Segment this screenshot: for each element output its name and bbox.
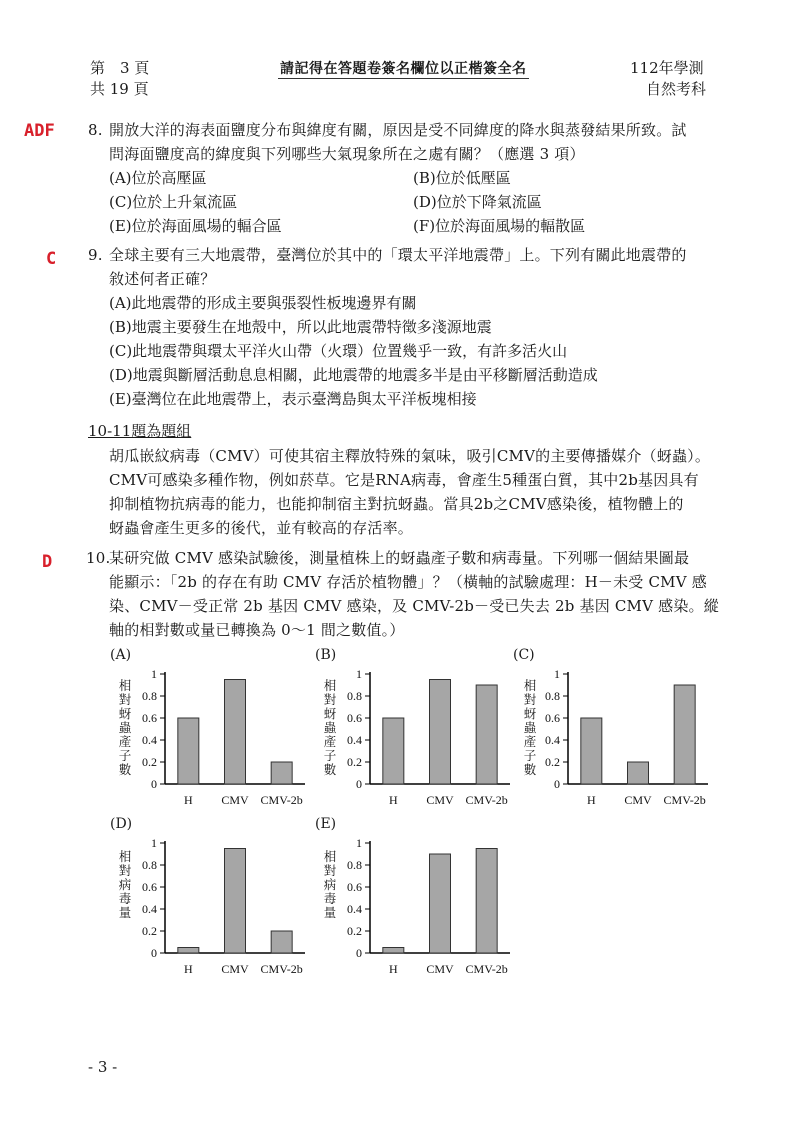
x-tick-label: CMV: [221, 793, 249, 807]
exam-title: 112年學測: [630, 59, 704, 77]
y-tick-label: 1: [356, 836, 362, 850]
y-tick-label: 1: [151, 667, 157, 681]
group-line3: 抑制植物抗病毒的能力，也能抑制宿主對抗蚜蟲。當具2b之CMV感染後，植物體上的: [109, 495, 684, 513]
chart-panel-d: [110, 816, 310, 986]
x-tick-label: CMV: [221, 962, 249, 976]
group-title: 10-11題為題組: [88, 422, 192, 440]
q9-option-d: (D)地震與斷層活動息息相關，此地震帶的地震多半是由平移斷層活動造成: [109, 366, 598, 384]
bar-chart-svg: [513, 647, 713, 817]
y-tick-label: 0: [356, 946, 362, 960]
chart-panel-label: (B): [315, 647, 337, 663]
q9-option-b: (B)地震主要發生在地殼中，所以此地震帶特徵多淺源地震: [109, 318, 492, 336]
q8-option-a: (A)位於高壓區: [109, 169, 207, 187]
x-tick-label: CMV: [426, 962, 454, 976]
bar-cmv-2b: [271, 931, 292, 953]
bar-chart-svg: [110, 816, 310, 986]
bar-cmv: [225, 680, 246, 785]
q8-stem-line2: 問海面鹽度高的緯度與下列哪些大氣現象所在之處有關？（應選 3 項）: [109, 145, 585, 163]
bar-h: [581, 718, 602, 784]
y-tick-label: 0: [151, 777, 157, 791]
q10-stem-line2: 能顯示：「2b 的存在有助 CMV 存活於植物體」？（橫軸的試驗處理：H－未受 CMV 感: [109, 573, 707, 591]
q9-number: 9.: [88, 246, 103, 264]
signature-notice: 請記得在答題卷簽名欄位以正楷簽全名: [278, 58, 529, 79]
chart-panel-label: (A): [110, 647, 132, 663]
q10-stem-line1: 某研究做 CMV 感染試驗後，測量植株上的蚜蟲產子數和病毒量。下列哪一個結果圖最: [109, 549, 690, 567]
bar-cmv: [225, 849, 246, 954]
q9-answer: C: [46, 249, 57, 269]
total-pages: 共 19 頁: [90, 80, 149, 98]
bar-cmv-2b: [271, 762, 292, 784]
x-tick-label: H: [183, 962, 193, 976]
chart-panel-c: [513, 647, 713, 817]
y-tick-label: 0.4: [545, 733, 560, 747]
bar-h: [178, 948, 199, 954]
page-number: - 3 -: [88, 1058, 118, 1076]
q9-option-e: (E)臺灣位在此地震帶上，表示臺灣島與太平洋板塊相接: [109, 390, 477, 408]
q8-option-d: (D)位於下降氣流區: [413, 193, 542, 211]
bar-cmv: [628, 762, 649, 784]
chart-panel-label: (E): [315, 816, 337, 832]
y-tick-label: 0.6: [347, 880, 362, 894]
group-line4: 蚜蟲會產生更多的後代，並有較高的存活率。: [109, 519, 414, 537]
x-tick-label: H: [388, 793, 398, 807]
q10-number: 10.: [86, 549, 111, 567]
y-tick-label: 0.2: [347, 755, 362, 769]
bar-h: [383, 718, 404, 784]
q8-option-c: (C)位於上升氣流區: [109, 193, 238, 211]
bar-cmv: [430, 854, 451, 953]
chart-panel-a: [110, 647, 310, 817]
group-line2: CMV可感染多種作物，例如菸草。它是RNA病毒，會產生5種蛋白質，其中2b基因具有: [109, 471, 699, 489]
x-tick-label: CMV-2b: [465, 962, 508, 976]
y-tick-label: 0.2: [347, 924, 362, 938]
q8-stem-line1: 開放大洋的海表面鹽度分布與緯度有關，原因是受不同緯度的降水與蒸發結果所致。試: [109, 121, 687, 139]
bar-cmv-2b: [476, 685, 497, 784]
x-tick-label: CMV: [426, 793, 454, 807]
bar-chart-svg: [110, 647, 310, 817]
q9-stem-line2: 敘述何者正確？: [109, 270, 216, 288]
bar-chart-svg: [315, 647, 515, 817]
q8-number: 8.: [88, 121, 103, 139]
page-indicator: 第 3 頁: [90, 59, 150, 77]
y-tick-label: 0.6: [545, 711, 560, 725]
y-tick-label: 1: [151, 836, 157, 850]
chart-panel-e: [315, 816, 515, 986]
q10-stem-line4: 軸的相對數或量已轉換為 0～1 間之數值。）: [109, 621, 405, 639]
y-tick-label: 0.4: [347, 733, 362, 747]
y-tick-label: 0.8: [142, 858, 157, 872]
chart-panel-label: (D): [110, 816, 133, 832]
x-tick-label: CMV-2b: [260, 793, 303, 807]
x-tick-label: CMV-2b: [663, 793, 706, 807]
y-tick-label: 0: [554, 777, 560, 791]
chart-y-axis-label: 相對病毒量: [323, 849, 337, 920]
y-tick-label: 0: [151, 946, 157, 960]
chart-y-axis-label: 相對蚜蟲產子數: [118, 678, 132, 777]
y-tick-label: 0.6: [347, 711, 362, 725]
chart-y-axis-label: 相對蚜蟲產子數: [523, 678, 537, 777]
chart-y-axis-label: 相對病毒量: [118, 849, 132, 920]
y-tick-label: 0.8: [142, 689, 157, 703]
chart-panel-label: (C): [513, 647, 535, 663]
bar-cmv-2b: [674, 685, 695, 784]
bar-cmv: [430, 680, 451, 785]
bar-h: [178, 718, 199, 784]
y-tick-label: 0.4: [142, 902, 157, 916]
q8-option-f: (F)位於海面風場的輻散區: [413, 217, 586, 235]
q9-option-c: (C)此地震帶與環太平洋火山帶（火環）位置幾乎一致，有許多活火山: [109, 342, 568, 360]
y-tick-label: 1: [554, 667, 560, 681]
x-tick-label: CMV: [624, 793, 652, 807]
y-tick-label: 0.4: [347, 902, 362, 916]
y-tick-label: 0.8: [347, 689, 362, 703]
q10-answer: D: [42, 552, 53, 572]
subject-title: 自然考科: [646, 80, 707, 98]
q8-option-e: (E)位於海面風場的輻合區: [109, 217, 282, 235]
x-tick-label: CMV-2b: [260, 962, 303, 976]
x-tick-label: CMV-2b: [465, 793, 508, 807]
bar-chart-svg: [315, 816, 515, 986]
q8-option-b: (B)位於低壓區: [413, 169, 511, 187]
y-tick-label: 0.6: [142, 880, 157, 894]
y-tick-label: 0.2: [142, 924, 157, 938]
y-tick-label: 0: [356, 777, 362, 791]
x-tick-label: H: [586, 793, 596, 807]
y-tick-label: 0.8: [347, 858, 362, 872]
q10-stem-line3: 染、CMV－受正常 2b 基因 CMV 感染，及 CMV-2b－受已失去 2b 基因 CMV 感染。縱: [109, 597, 719, 615]
chart-y-axis-label: 相對蚜蟲產子數: [323, 678, 337, 777]
y-tick-label: 0.8: [545, 689, 560, 703]
y-tick-label: 0.6: [142, 711, 157, 725]
q8-answer: ADF: [24, 121, 55, 141]
bar-h: [383, 948, 404, 954]
q9-option-a: (A)此地震帶的形成主要與張裂性板塊邊界有關: [109, 294, 417, 312]
y-tick-label: 0.2: [142, 755, 157, 769]
chart-panel-b: [315, 647, 515, 817]
y-tick-label: 1: [356, 667, 362, 681]
y-tick-label: 0.4: [142, 733, 157, 747]
q9-stem-line1: 全球主要有三大地震帶，臺灣位於其中的「環太平洋地震帶」上。下列有關此地震帶的: [109, 246, 687, 264]
y-tick-label: 0.2: [545, 755, 560, 769]
x-tick-label: H: [388, 962, 398, 976]
group-line1: 胡瓜嵌紋病毒（CMV）可使其宿主釋放特殊的氣味，吸引CMV的主要傳播媒介（蚜蟲）。: [109, 447, 711, 465]
x-tick-label: H: [183, 793, 193, 807]
bar-cmv-2b: [476, 849, 497, 954]
